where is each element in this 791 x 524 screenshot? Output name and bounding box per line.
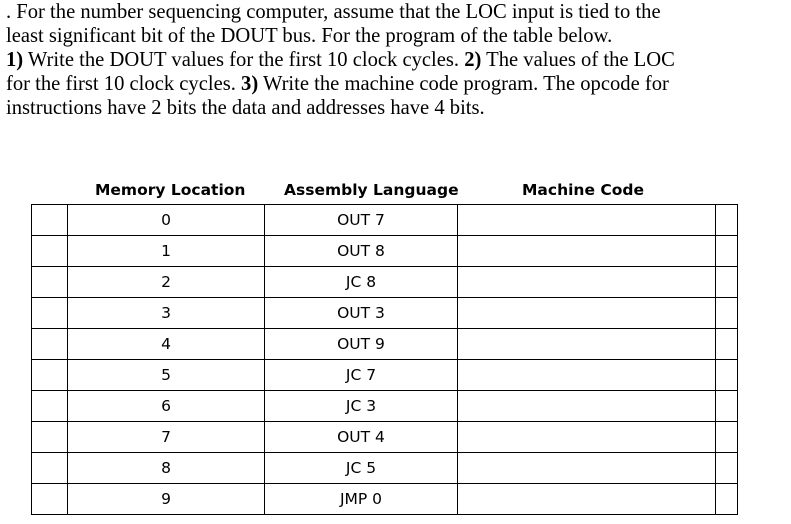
memory-location-cell: 5 (68, 360, 265, 391)
machine-code-cell (458, 360, 716, 391)
part-1-text: Write the DOUT values for the first 10 clock cycles. (23, 49, 465, 71)
row-blank-cell (32, 391, 68, 422)
assembly-cell: JC 3 (265, 391, 458, 422)
assembly-cell: JC 5 (265, 453, 458, 484)
row-blank-cell (32, 360, 68, 391)
machine-code-cell (458, 453, 716, 484)
row-blank-cell (32, 267, 68, 298)
table-row (32, 205, 738, 236)
machine-code-cell (458, 205, 716, 236)
assembly-cell: OUT 9 (265, 329, 458, 360)
row-end-cell (716, 298, 738, 329)
machine-code-cell (458, 422, 716, 453)
memory-location-cell: 8 (68, 453, 265, 484)
question-line-1: . For the number sequencing computer, assume that the LOC input is tied to the (6, 1, 661, 23)
assembly-cell: JC 8 (265, 267, 458, 298)
memory-location-cell: 7 (68, 422, 265, 453)
table-row (32, 360, 738, 391)
machine-code-cell (458, 484, 716, 515)
row-blank-cell (32, 484, 68, 515)
assembly-cell: JMP 0 (265, 484, 458, 515)
row-blank-cell (32, 298, 68, 329)
row-end-cell (716, 453, 738, 484)
part-1-number: 1) (6, 49, 24, 71)
row-end-cell (716, 267, 738, 298)
row-blank-cell (32, 205, 68, 236)
assembly-cell: JC 7 (265, 360, 458, 391)
part-2-continued: for the first 10 clock cycles. (6, 73, 242, 95)
assembly-cell: OUT 3 (265, 298, 458, 329)
memory-location-cell: 4 (68, 329, 265, 360)
row-blank-cell (32, 453, 68, 484)
row-end-cell (716, 484, 738, 515)
assembly-cell: OUT 4 (265, 422, 458, 453)
memory-location-cell: 6 (68, 391, 265, 422)
row-end-cell (716, 205, 738, 236)
row-end-cell (716, 236, 738, 267)
machine-code-cell (458, 267, 716, 298)
machine-code-cell (458, 391, 716, 422)
row-blank-cell (32, 422, 68, 453)
table-row (32, 236, 738, 267)
table-row (32, 422, 738, 453)
row-blank-cell (32, 236, 68, 267)
row-end-cell (716, 360, 738, 391)
question-line-5: instructions have 2 bits the data and addresses have 4 bits. (6, 97, 485, 119)
assembly-cell: OUT 8 (265, 236, 458, 267)
memory-location-cell: 0 (68, 205, 265, 236)
machine-code-cell (458, 236, 716, 267)
question-line-2: least significant bit of the DOUT bus. For the program of the table below. (6, 25, 613, 47)
question-line-4 (6, 72, 786, 96)
row-blank-cell (32, 329, 68, 360)
table-row (32, 298, 738, 329)
program-table (31, 204, 738, 515)
table-row (32, 329, 738, 360)
question-text (6, 0, 786, 120)
assembly-cell: OUT 7 (265, 205, 458, 236)
table-row (32, 391, 738, 422)
part-2-number: 2) (464, 49, 482, 71)
row-end-cell (716, 391, 738, 422)
table-row (32, 484, 738, 515)
table-row (32, 453, 738, 484)
machine-code-cell (458, 329, 716, 360)
question-line-3 (6, 48, 786, 72)
header-memory-location: Memory Location (95, 181, 246, 199)
memory-location-cell: 2 (68, 267, 265, 298)
row-end-cell (716, 329, 738, 360)
header-machine-code: Machine Code (522, 181, 644, 199)
header-assembly-language: Assembly Language (284, 181, 459, 199)
memory-location-cell: 1 (68, 236, 265, 267)
memory-location-cell: 3 (68, 298, 265, 329)
row-end-cell (716, 422, 738, 453)
memory-location-cell: 9 (68, 484, 265, 515)
part-2-text: The values of the LOC (481, 49, 675, 71)
part-3-text: Write the machine code program. The opcode for (258, 73, 669, 95)
program-table-body (32, 205, 738, 515)
table-row (32, 267, 738, 298)
machine-code-cell (458, 298, 716, 329)
part-3-number: 3) (241, 73, 259, 95)
